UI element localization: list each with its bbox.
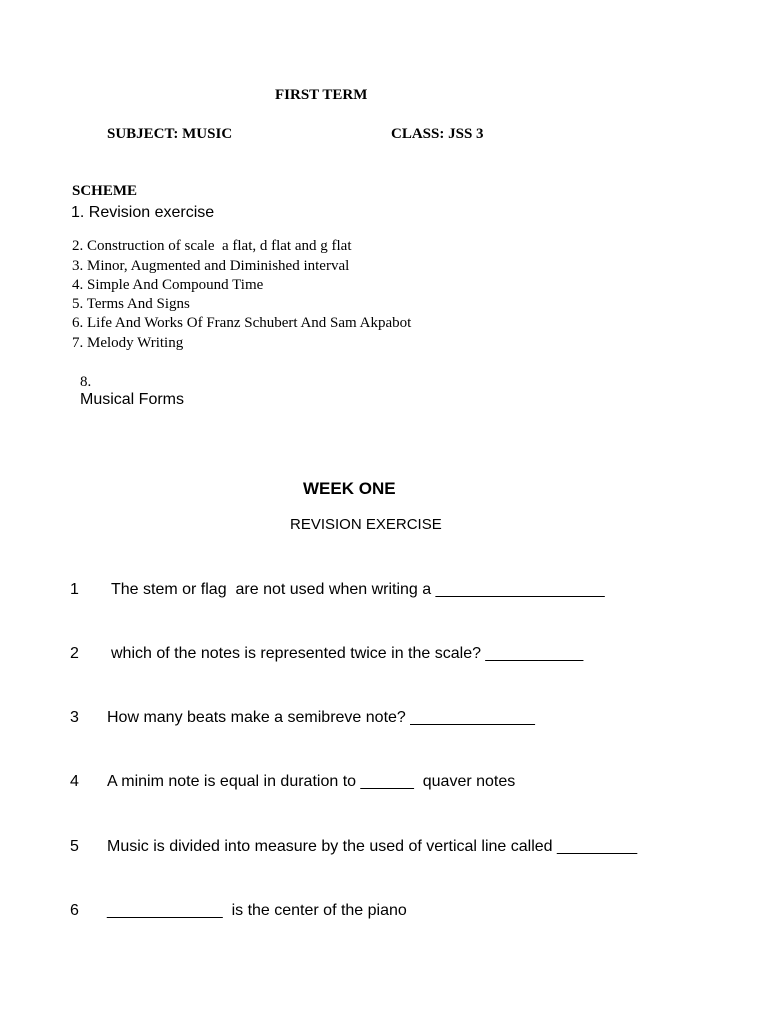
- question-number: 6: [70, 902, 79, 919]
- subject-label: SUBJECT: MUSIC: [107, 126, 233, 142]
- scheme-heading: SCHEME: [72, 183, 138, 199]
- question-number: 5: [70, 838, 79, 855]
- scheme-item: [72, 355, 184, 409]
- scheme-item: 5. Terms And Signs: [72, 296, 190, 312]
- scheme-item: 4. Simple And Compound Time: [72, 277, 264, 293]
- scheme-item-text: Musical Forms: [80, 391, 185, 408]
- scheme-item: 1. Revision exercise: [71, 204, 215, 221]
- class-label: CLASS: JSS 3: [391, 126, 484, 142]
- scheme-item: 2. Construction of scale a flat, d flat and g flat: [72, 238, 352, 254]
- question-number: 2: [70, 645, 79, 662]
- question-text: Music is divided into measure by the used of vertical line called _________: [107, 838, 638, 855]
- scheme-item: 3. Minor, Augmented and Diminished interval: [72, 258, 350, 274]
- question-number: 1: [70, 581, 79, 598]
- term-heading: FIRST TERM: [275, 87, 368, 103]
- question-text: _____________ is the center of the piano: [107, 902, 407, 919]
- question-number: 3: [70, 709, 79, 726]
- question-text: The stem or flag are not used when writing a ___________________: [111, 581, 605, 598]
- question-text: which of the notes is represented twice in the scale? ___________: [111, 645, 584, 662]
- question-text: How many beats make a semibreve note? ______________: [107, 709, 535, 726]
- question-number: 4: [70, 773, 79, 790]
- week-heading: WEEK ONE: [303, 479, 396, 498]
- question-text: A minim note is equal in duration to ______ quaver notes: [107, 773, 516, 790]
- scheme-item-number: 8.: [80, 374, 92, 390]
- week-subheading: REVISION EXERCISE: [290, 516, 442, 533]
- scheme-item: 6. Life And Works Of Franz Schubert And Sam Akpabot: [72, 315, 412, 331]
- scheme-item: 7. Melody Writing: [72, 335, 184, 351]
